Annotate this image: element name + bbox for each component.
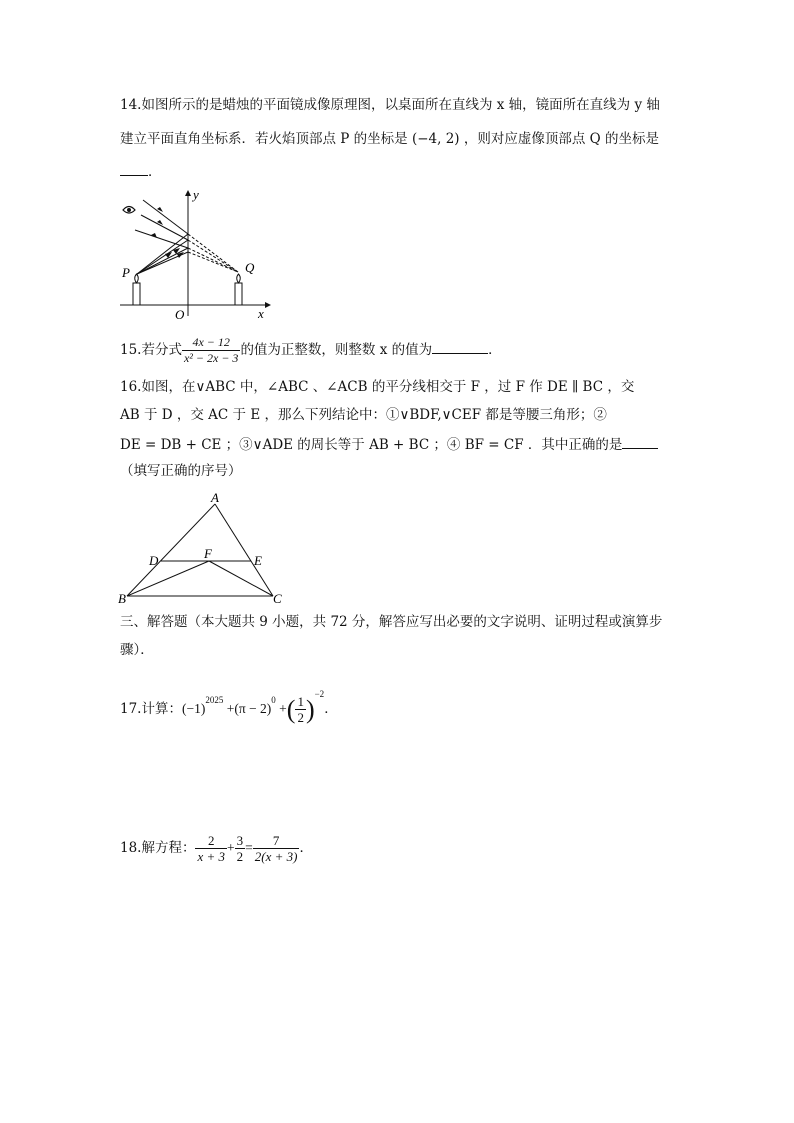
q15-numerator: 4x − 12: [182, 335, 240, 351]
q14-line2: 建立平面直角坐标系．若火焰顶部点 P 的坐标是 (−4, 2) ，则对应虚像顶部点 Q 的坐标是: [120, 131, 660, 147]
q18-equals: =: [245, 840, 253, 855]
q18-f3-num: 7: [253, 833, 300, 849]
q18-fraction2: [235, 833, 246, 864]
q14-end: ．: [148, 164, 162, 180]
q15-line: [120, 335, 502, 366]
q18-f3-den: 2(x + 3): [254, 849, 298, 864]
q18-f2-num: 3: [236, 833, 244, 848]
x-axis-label: x: [258, 306, 264, 321]
q17-fraction: [295, 694, 306, 725]
point-e-label: E: [254, 553, 262, 568]
q16-line2: AB 于 D ，交 AC 于 E ，那么下列结论中：①∨BDF,∨CEF 都是等腰三角形；②: [120, 407, 607, 423]
q17-term2: (π − 2): [234, 701, 272, 716]
candle-flame-icon: [135, 274, 139, 283]
q15-denominator: x² − 2x − 3: [183, 351, 239, 365]
q18-f2-den: 2: [236, 849, 244, 864]
q17-frac-num: 1: [297, 694, 304, 710]
point-f-label: F: [204, 546, 212, 561]
q18-prefix: 18.解方程：: [120, 840, 196, 856]
section3-line2: 骤）．: [120, 642, 154, 658]
mirror-candle-figure: [115, 188, 275, 323]
point-d-label: D: [149, 553, 159, 568]
q16-line4: （填写正确的序号）: [120, 463, 242, 479]
origin-label: O: [175, 307, 185, 322]
q18-fraction1: [195, 833, 227, 864]
q18-line: [120, 828, 313, 868]
q17-term3-exp: −2: [314, 689, 325, 699]
q18-plus: +: [227, 840, 235, 855]
q14-line3: [120, 161, 162, 182]
q18-end: ．: [299, 840, 313, 856]
q14-line1: 14.如图所示的是蜡烛的平面镜成像原理图，以桌面所在直线为 x 轴，镜面所在直线为 y 轴: [120, 97, 660, 113]
point-q-label: Q: [245, 260, 255, 275]
q15-suffix: 的值为正整数，则整数 x 的值为: [240, 342, 433, 358]
y-axis-label: y: [193, 188, 199, 202]
vertex-a-label: A: [211, 490, 219, 505]
answer-blank[interactable]: [432, 339, 488, 354]
q17-frac-den: 2: [297, 710, 304, 726]
vertex-b-label: B: [118, 591, 126, 605]
q18-f1-num: 2: [195, 833, 227, 849]
q17-plus1: +: [226, 701, 235, 716]
q17-plus2: +: [279, 701, 287, 716]
q16-line1: 16.如图，在∨ABC 中，∠ABC 、∠ACB 的平分线相交于 F ，过 F 作 DE ∥ BC ，交: [120, 379, 635, 395]
q17-term2-exp: 0: [271, 695, 276, 705]
q16-line3: [120, 434, 658, 455]
answer-blank[interactable]: [120, 161, 148, 176]
point-p-label: P: [122, 265, 130, 280]
q18-fraction3: [253, 833, 300, 864]
q16-line3-text: DE = DB + CE ；③∨ADE 的周长等于 AB + BC ；④ BF = CF ．其中正确的是: [120, 437, 623, 453]
q18-f1-den: x + 3: [197, 849, 226, 864]
section3-line1: 三、解答题（本大题共 9 小题，共 72 分，解答应写出必要的文字说明、证明过程或演算步: [120, 614, 663, 630]
vertex-c-label: C: [273, 591, 282, 605]
q17-term1-exp: 2025: [205, 695, 224, 705]
q17-prefix: 17.计算：: [120, 701, 182, 717]
q15-fraction: [182, 335, 240, 366]
q15-end: ．: [488, 342, 502, 358]
q17-term1: (−1): [181, 701, 206, 716]
answer-blank[interactable]: [622, 434, 658, 449]
triangle-figure: [115, 490, 295, 605]
q15-prefix: 15.若分式: [120, 342, 182, 358]
q17-end: ．: [324, 701, 338, 717]
q17-line: 17.计算：$(-1)^{2025} +(\pi - 2)^0$ +( $\frac{1}{2}$ )$^{-2}$．: [120, 689, 338, 726]
